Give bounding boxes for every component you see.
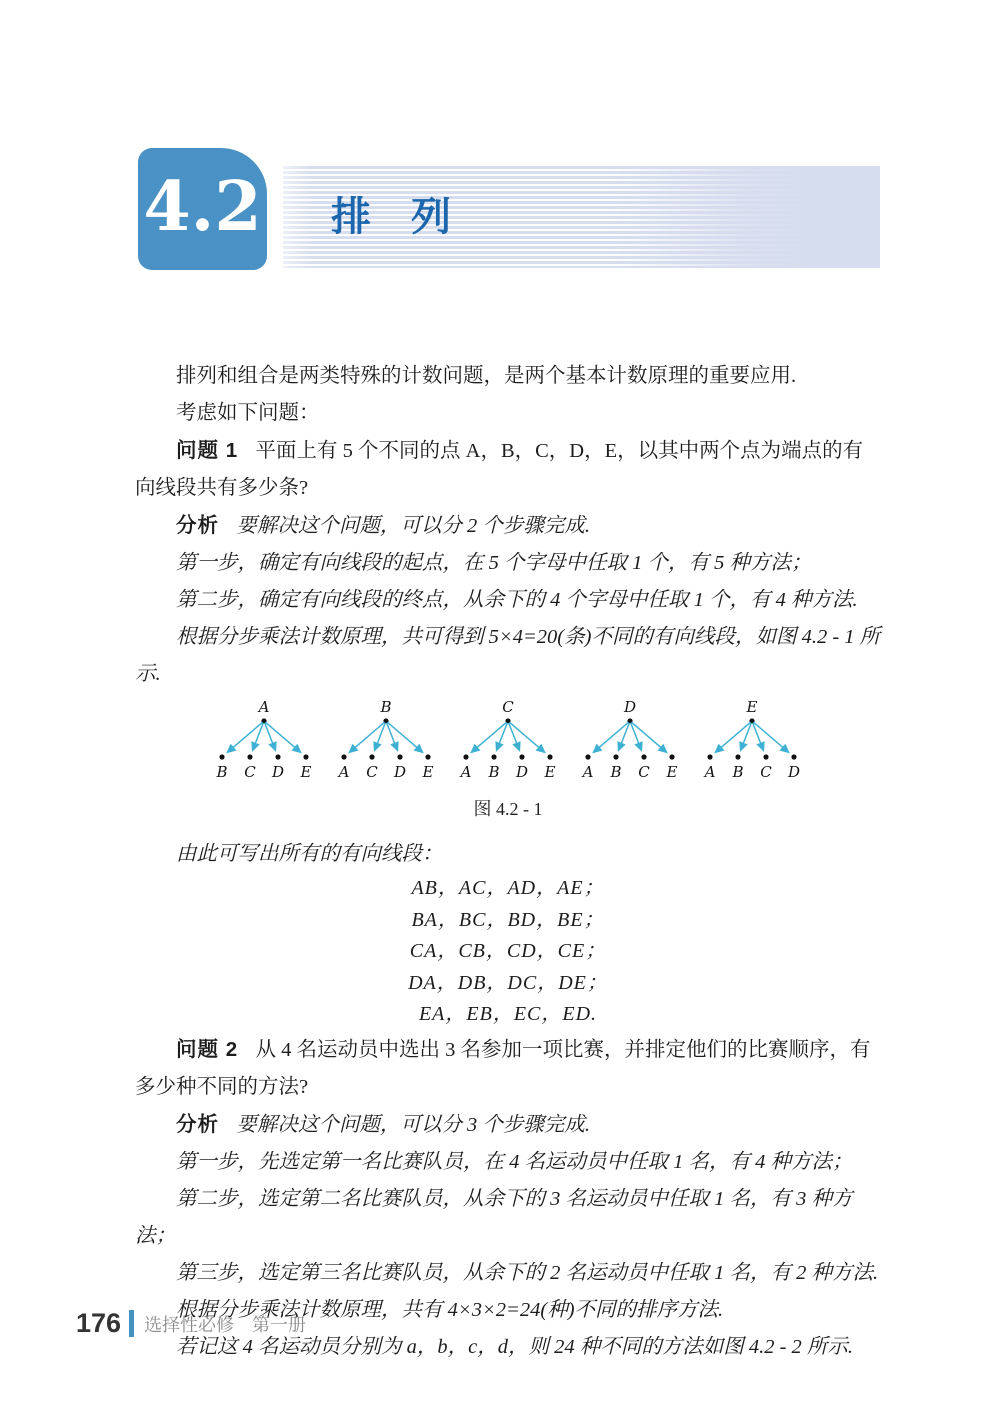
- problem2-analysis-text: 要解决这个问题，可以分 3 个步骤完成.: [236, 1113, 591, 1136]
- svg-text:D: D: [623, 699, 637, 716]
- problem2-label: 问题 2: [176, 1037, 239, 1061]
- page-title: 排 列: [331, 194, 451, 239]
- tree-E: [696, 699, 808, 783]
- svg-text:C: C: [638, 763, 650, 781]
- problem2-step-3: 第三步，选定第三名比赛队员，从余下的 2 名运动员中任取 1 名，有 2 种方法.: [176, 1261, 879, 1284]
- segment-line-5: EA，EB，EC，ED.: [418, 1003, 598, 1026]
- svg-text:A: A: [460, 763, 472, 781]
- problem1-step-2: 第二步，确定有向线段的终点，从余下的 4 个字母中任取 1 个，有 4 种方法.: [176, 589, 858, 611]
- problem2-conclusion: 根据分步乘法计数原理，共有 4×3×2=24(种)不同的排序方法.: [176, 1298, 724, 1321]
- svg-text:D: D: [271, 763, 285, 781]
- problem2-step-2: 第二步，选定第二名比赛队员，从余下的 3 名运动员中任取 1 名，有 3 种方法；: [135, 1187, 853, 1247]
- problem2-analysis-label: 分析: [176, 1112, 219, 1136]
- problem1-analysis: [135, 507, 881, 545]
- intro-paragraph-1: 排列和组合是两类特殊的计数问题，是两个基本计数原理的重要应用.: [176, 365, 797, 387]
- svg-text:C: C: [502, 699, 514, 716]
- problem1-analysis-text: 要解决这个问题，可以分 2 个步骤完成.: [236, 515, 591, 537]
- segment-line-3: CA，CB，CD，CE；: [409, 940, 607, 963]
- svg-text:E: E: [544, 763, 556, 781]
- svg-text:A: A: [338, 763, 350, 781]
- problem2-statement: [135, 1031, 881, 1106]
- svg-text:C: C: [366, 763, 378, 781]
- svg-text:D: D: [515, 763, 529, 781]
- svg-text:D: D: [787, 763, 801, 781]
- book-title: 选择性必修 第一册: [144, 1314, 307, 1335]
- tree-C: [452, 699, 564, 783]
- tree-A: [208, 699, 320, 783]
- svg-text:A: A: [704, 763, 716, 781]
- problem1-conclusion: 根据分步乘法计数原理，共可得到 5×4=20(条)不同的有向线段，如图 4.2 - 1 所示.: [135, 626, 881, 685]
- segment-line-1: AB，AC，AD，AE；: [411, 877, 605, 899]
- page-content: [135, 358, 881, 1366]
- svg-text:A: A: [258, 699, 270, 716]
- svg-text:A: A: [582, 763, 594, 781]
- figure-caption: 图 4.2 - 1: [473, 799, 543, 819]
- svg-text:E: E: [666, 763, 678, 781]
- problem2-text: 从 4 名运动员中选出 3 名参加一项比赛，并排定他们的比赛顺序，有多少种不同的方法?: [135, 1038, 871, 1098]
- svg-text:B: B: [216, 763, 228, 781]
- segment-list: [135, 873, 881, 1031]
- svg-text:C: C: [244, 763, 256, 781]
- figure-4-2-1: [135, 699, 881, 828]
- page-footer: [76, 1308, 306, 1339]
- section-title-band: [283, 166, 880, 268]
- section-number-badge: [138, 148, 267, 270]
- figure-trees: [135, 699, 881, 783]
- problem1-step-1: 第一步，确定有向线段的起点，在 5 个字母中任取 1 个，有 5 种方法；: [176, 552, 812, 574]
- problem1-text: 平面上有 5 个不同的点 A，B，C，D，E，以其中两个点为端点的有向线段共有多少条?: [135, 440, 864, 499]
- problem2-note: 若记这 4 名运动员分别为 a，b，c，d，则 24 种不同的方法如图 4.2 - 2 所示.: [176, 1335, 854, 1358]
- problem1-label: 问题 1: [176, 439, 239, 462]
- svg-text:B: B: [380, 699, 392, 716]
- problem1-statement: [135, 432, 881, 507]
- intro-paragraph-2: 考虑如下问题：: [176, 402, 320, 424]
- page-number: 176: [76, 1308, 122, 1338]
- problem1-analysis-label: 分析: [176, 514, 219, 537]
- svg-text:B: B: [488, 763, 500, 781]
- svg-text:B: B: [732, 763, 744, 781]
- segment-line-2: BA，BC，BD，BE；: [411, 908, 605, 931]
- svg-text:E: E: [746, 699, 758, 716]
- segment-list-intro: 由此可写出所有的有向线段：: [176, 843, 443, 865]
- problem2-step-1: 第一步，先选定第一名比赛队员，在 4 名运动员中任取 1 名，有 4 种方法；: [176, 1150, 853, 1173]
- svg-text:D: D: [393, 763, 407, 781]
- svg-text:E: E: [300, 763, 312, 781]
- svg-text:E: E: [422, 763, 434, 781]
- segment-line-4: DA，DB，DC，DE；: [408, 971, 608, 994]
- tree-B: [330, 699, 442, 783]
- footer-divider: [129, 1310, 134, 1337]
- svg-text:C: C: [760, 763, 772, 781]
- problem2-analysis: [135, 1106, 881, 1144]
- section-number: 4.2: [143, 167, 262, 247]
- tree-D: [574, 699, 686, 783]
- svg-text:B: B: [610, 763, 622, 781]
